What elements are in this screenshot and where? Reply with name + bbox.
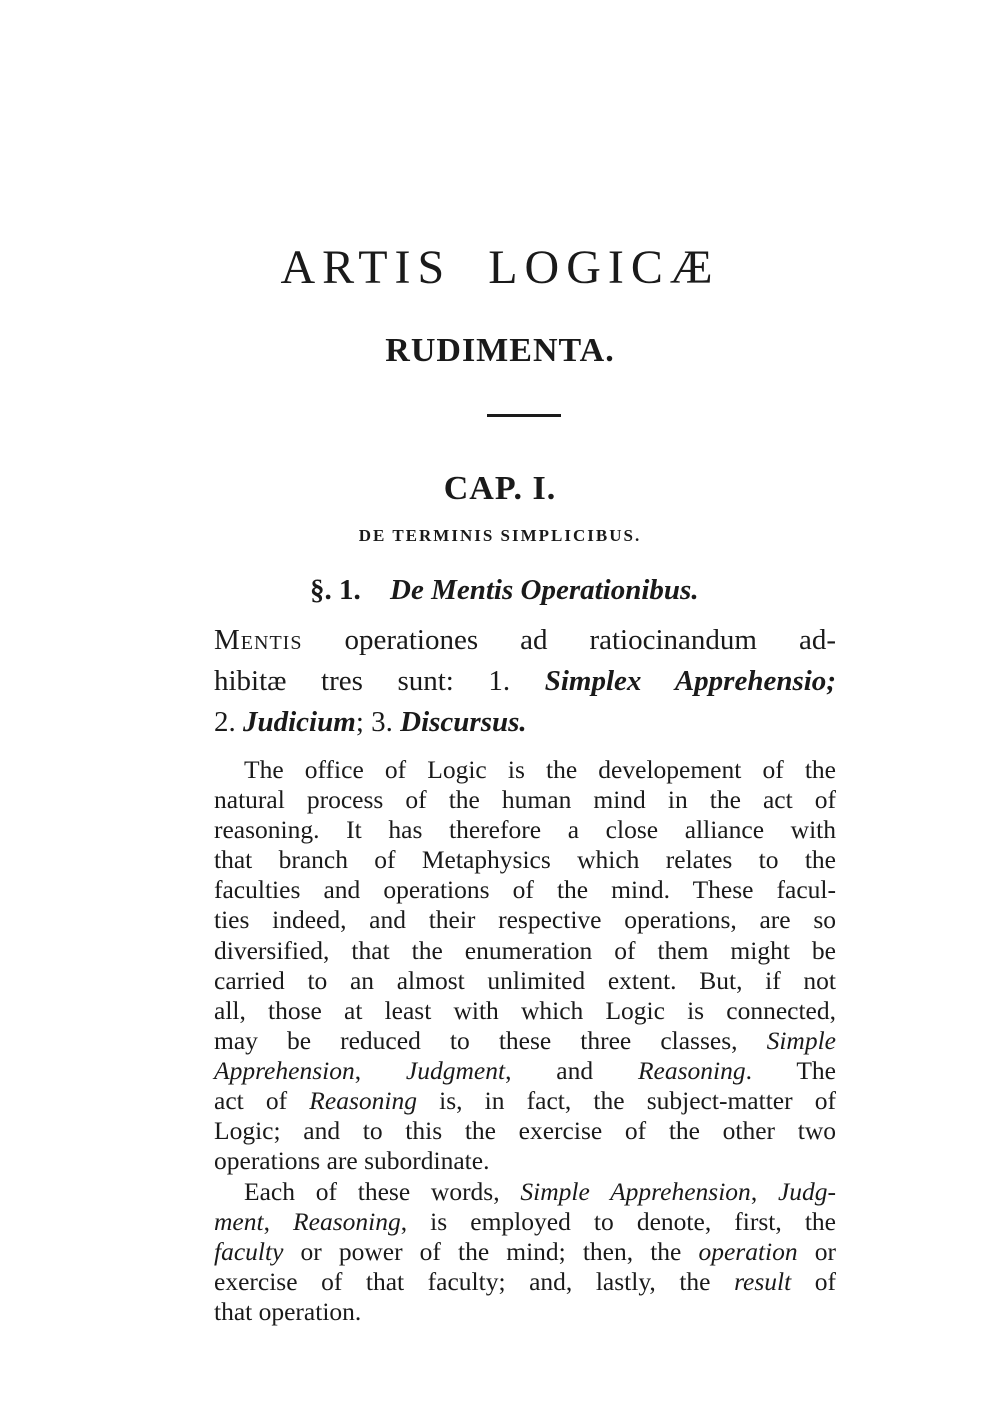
chapter-subtitle: DE TERMINIS SIMPLICIBUS. [358,526,642,545]
latin-line-3: 2. Judicium; 3. Discursus. [214,706,527,738]
paragraph-1 [214,755,836,1176]
para2-line: Each of these words, Simple Apprehension, Judg- [244,1177,837,1206]
latin-statement [214,620,836,743]
para1-line: diversified, that the enumeration of them might be [214,935,836,965]
para1-line: The office of Logic is the developement of the [244,755,836,784]
para1-line: act of Reasoning is, in fact, the subject-matter of [214,1086,836,1116]
latin-line-2: hibitæ tres sunt: 1. Simplex Apprehensio; [214,665,836,697]
section-number: §. 1. [310,574,361,606]
para1-line: Apprehension, Judgment, and Reasoning. The [214,1055,836,1085]
para1-line: ties indeed, and their respective operations, are so [214,905,836,935]
section-name: De Mentis Operationibus. [390,574,699,606]
latin-line-1: Mentis operationes ad ratiocinandum ad- [214,624,836,656]
para1-line: carried to an almost unlimited extent. But, if not [214,965,836,995]
section-heading [310,574,699,607]
divider-rule [487,414,561,417]
para2-line: that operation. [214,1297,362,1327]
para1-line: that branch of Metaphysics which relates to the [214,845,836,875]
para2-line: faculty or power of the mind; then, the operation or [214,1237,836,1267]
para2-line: exercise of that faculty; and, lastly, the result of [214,1267,836,1297]
paragraph-2 [214,1177,836,1327]
para1-line: faculties and operations of the mind. These facul- [214,875,836,905]
chapter-heading: CAP. I. [443,470,557,507]
para1-line: may be reduced to these three classes, Simple [214,1025,836,1055]
para1-line: all, those at least with which Logic is connected, [214,995,836,1025]
page-title: ARTIS LOGICÆ [280,241,720,294]
page-subtitle: RUDIMENTA. [385,332,615,369]
para1-line: natural process of the human mind in the act of [214,785,836,815]
para2-line: ment, Reasoning, is employed to denote, first, the [214,1207,836,1237]
para1-line: operations are subordinate. [214,1146,490,1176]
para1-line: reasoning. It has therefore a close alliance with [214,815,836,845]
para1-line: Logic; and to this the exercise of the other two [214,1116,836,1146]
